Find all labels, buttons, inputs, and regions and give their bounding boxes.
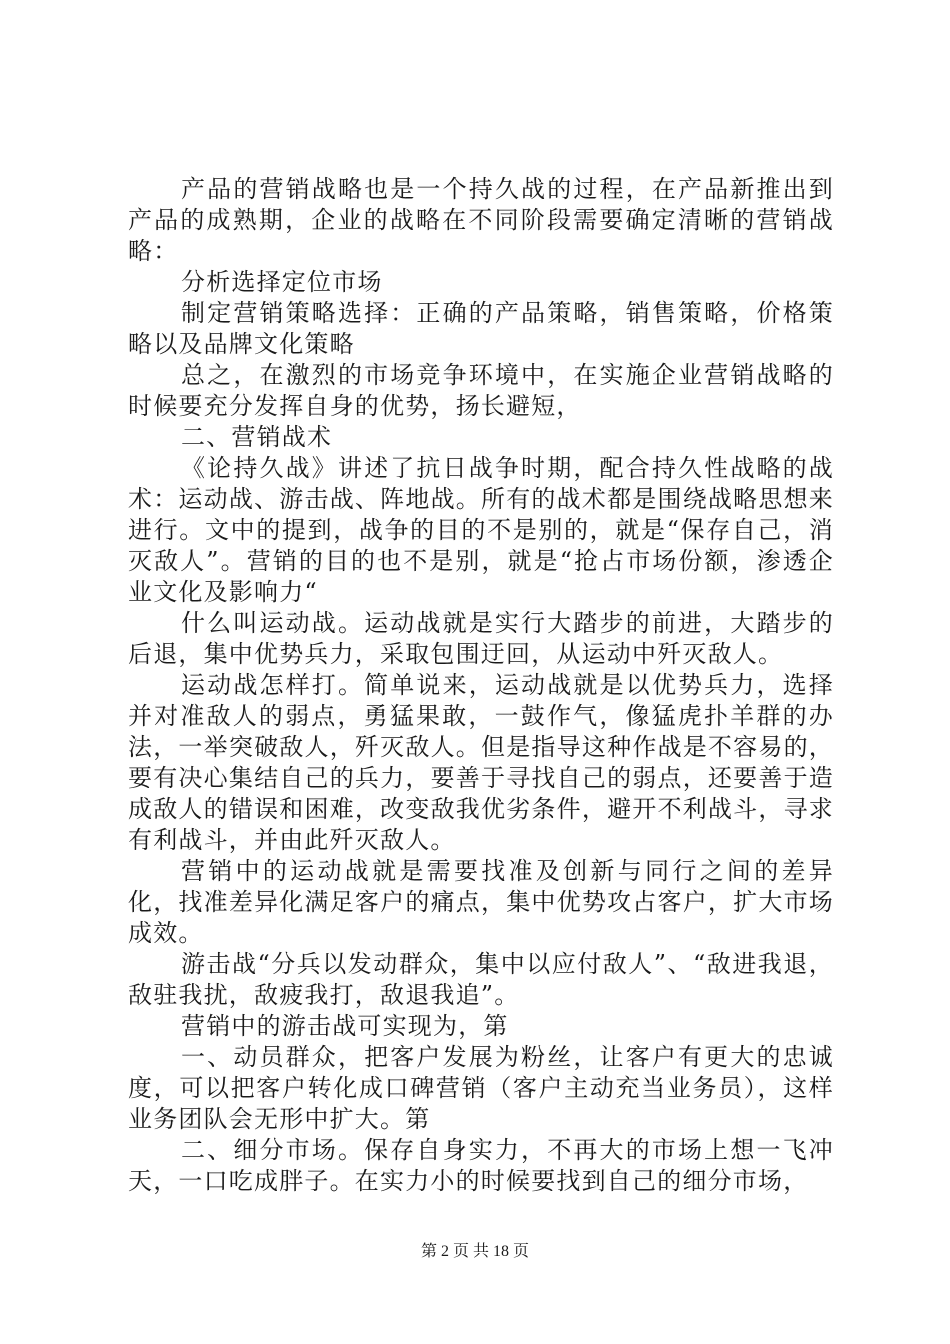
page-number-footer: 第 2 页 共 18 页 <box>420 1243 529 1260</box>
document-body <box>128 174 834 1197</box>
section-heading: 二、营销战术 <box>181 423 333 451</box>
paragraph: 产品的营销战略也是一个持久战的过程，在产品新推出到产品的成熟期，企业的战略在不同阶段需要确定清晰的营销战略： <box>128 175 834 265</box>
paragraph: 分析选择定位市场 <box>181 268 383 296</box>
paragraph: 二、细分市场。保存自身实力，不再大的市场上想一飞冲天，一口吃成胖子。在实力小的时候要找到自己的细分市场， <box>128 1136 834 1195</box>
paragraph: 游击战“分兵以发动群众，集中以应付敌人”、“敌进我退，敌驻我扰，敌疲我打，敌退我追”。 <box>128 950 834 1009</box>
paragraph: 营销中的运动战就是需要找准及创新与同行之间的差异化，找准差异化满足客户的痛点，集中优势攻占客户，扩大市场成效。 <box>128 857 834 947</box>
paragraph: 一、动员群众，把客户发展为粉丝，让客户有更大的忠诚度，可以把客户转化成口碑营销（客户主动充当业务员），这样业务团队会无形中扩大。第 <box>128 1043 834 1133</box>
paragraph: 什么叫运动战。运动战就是实行大踏步的前进，大踏步的后退，集中优势兵力，采取包围迂回，从运动中歼灭敌人。 <box>128 609 834 668</box>
paragraph: 《论持久战》讲述了抗日战争时期，配合持久性战略的战术：运动战、游击战、阵地战。所有的战术都是围绕战略思想来进行。文中的提到，战争的目的不是别的，就是“保存自己，消灭敌人”。营销的目的也不是别，就是“抢占市场份额，渗透企业文化及影响力“ <box>128 454 834 606</box>
paragraph: 制定营销策略选择：正确的产品策略，销售策略，价格策略以及品牌文化策略 <box>128 299 834 358</box>
paragraph: 营销中的游击战可实现为，第 <box>181 1012 509 1040</box>
paragraph: 运动战怎样打。简单说来，运动战就是以优势兵力，选择并对准敌人的弱点，勇猛果敢，一鼓作气，像猛虎扑羊群的办法，一举突破敌人，歼灭敌人。但是指导这种作战是不容易的，要有决心集结自己的兵力，要善于寻找自己的弱点，还要善于造成敌人的错误和困难，改变敌我优劣条件，避开不利战斗，寻求有利战斗，并由此歼灭敌人。 <box>128 671 834 854</box>
paragraph: 总之，在激烈的市场竞争环境中，在实施企业营销战略的时候要充分发挥自身的优势，扬长避短， <box>128 361 834 420</box>
